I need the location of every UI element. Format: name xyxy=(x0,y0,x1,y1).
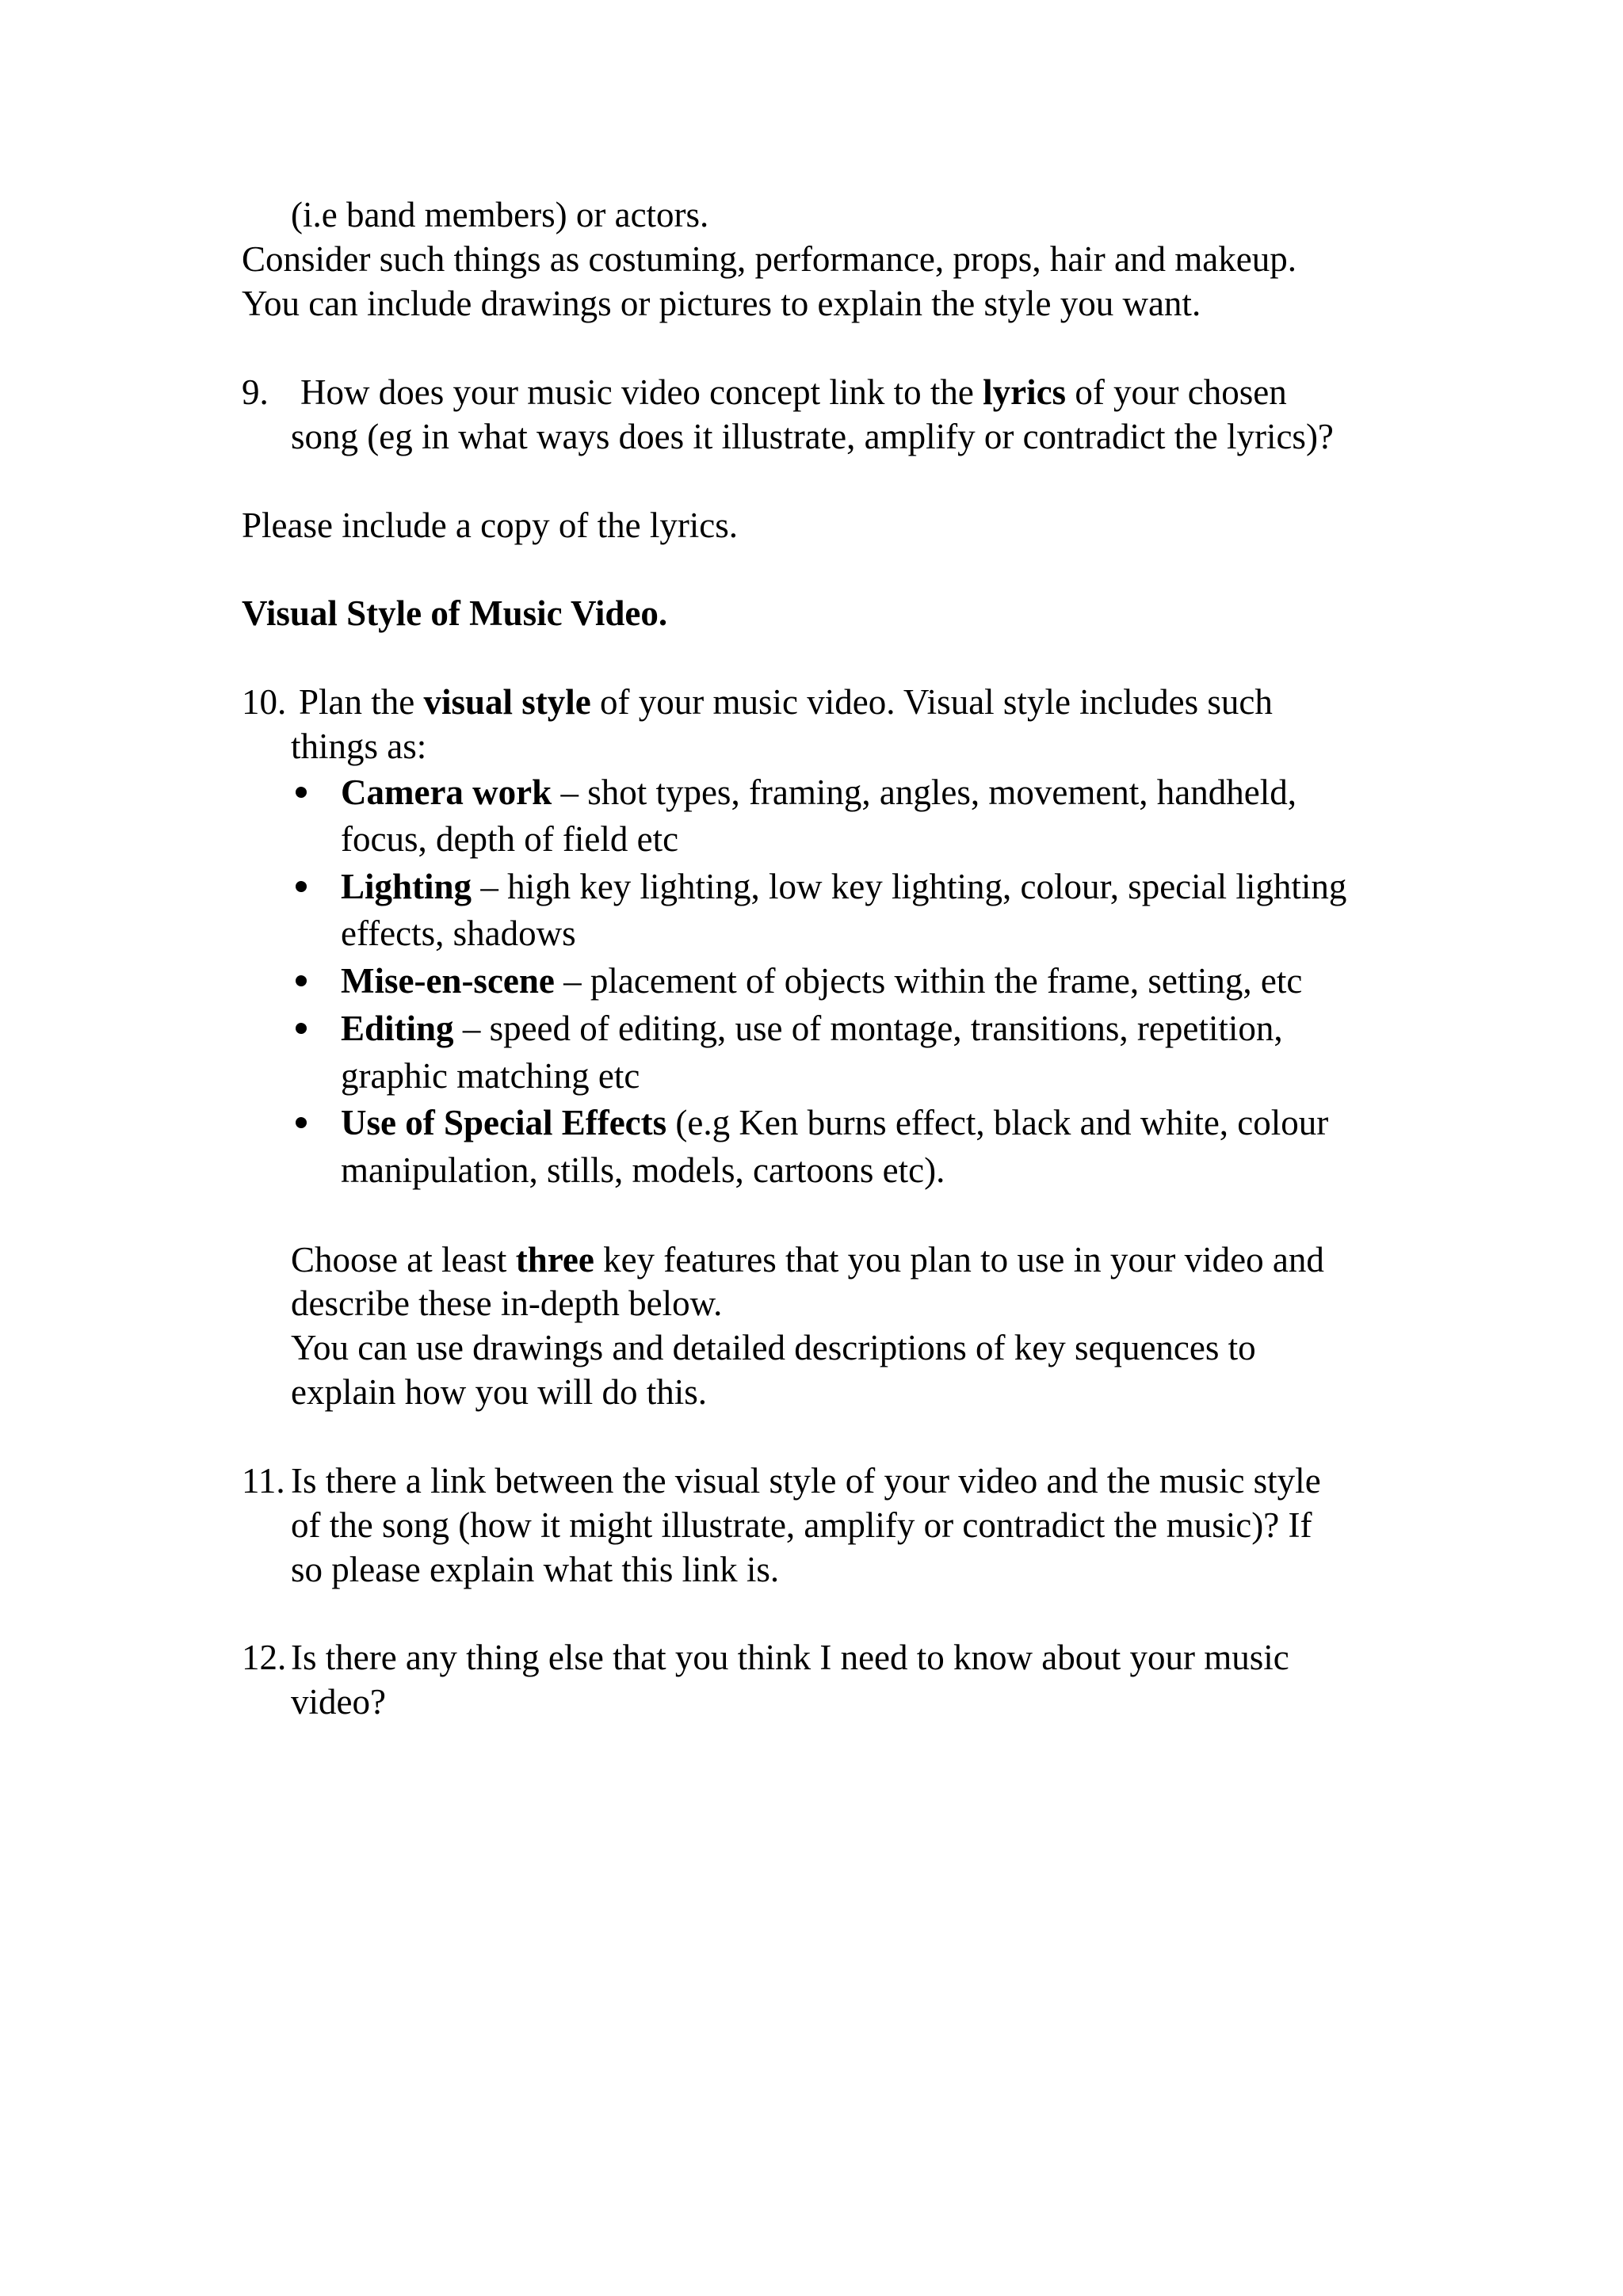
bullet-lighting-text: – high key lighting, low key lighting, colour, special lighting xyxy=(472,867,1347,906)
q11-line-1: Is there a link between the visual style of your video and the music style xyxy=(291,1461,1321,1501)
bullet-mise-en-scene xyxy=(341,959,1302,1003)
q10-choose-text-b: key features that you plan to use in your video and xyxy=(594,1240,1324,1280)
bullet-mise-en-scene-label: Mise-en-scene xyxy=(341,961,555,1001)
q12-number: 12. xyxy=(242,1638,287,1677)
bullet-mise-en-scene-text: – placement of objects within the frame, setting, etc xyxy=(554,961,1303,1001)
q9-text-b: of your chosen xyxy=(1066,372,1287,412)
q10-number: 10. xyxy=(242,682,287,722)
bullet-camera-work xyxy=(341,770,1296,814)
q12-line-2: video? xyxy=(291,1682,386,1722)
bullet-camera-work-cont: focus, depth of field etc xyxy=(341,819,679,859)
q10-choose-bold-three: three xyxy=(515,1240,594,1280)
q10-use-line-2: explain how you will do this. xyxy=(291,1372,707,1412)
q10-use-line-1: You can use drawings and detailed descriptions of key sequences to xyxy=(291,1328,1256,1367)
q10-line-2: things as: xyxy=(291,727,427,766)
bullet-lighting-label: Lighting xyxy=(341,867,472,906)
bullet-icon xyxy=(296,787,307,798)
q10-bold-visual-style: visual style xyxy=(423,682,591,722)
q10-text-b: of your music video. Visual style includes such xyxy=(590,682,1273,722)
intro-line-1: (i.e band members) or actors. xyxy=(291,195,709,235)
bullet-lighting-cont: effects, shadows xyxy=(341,913,576,953)
bullet-editing-label: Editing xyxy=(341,1009,454,1048)
bullet-special-effects-cont: manipulation, stills, models, cartoons etc). xyxy=(341,1150,945,1190)
intro-line-3: You can include drawings or pictures to explain the style you want. xyxy=(242,284,1201,323)
bullet-icon xyxy=(296,1023,307,1034)
q10-text-a: Plan the xyxy=(299,682,424,722)
bullet-icon xyxy=(296,1117,307,1128)
bullet-lighting xyxy=(341,864,1346,909)
q10-choose-line-2: describe these in-depth below. xyxy=(291,1283,723,1323)
q10-line-1 xyxy=(299,680,1273,724)
bullet-editing xyxy=(341,1006,1283,1051)
q10-choose-text-a: Choose at least xyxy=(291,1240,516,1280)
bullet-special-effects xyxy=(341,1100,1328,1145)
q11-line-3: so please explain what this link is. xyxy=(291,1550,780,1589)
q9-number: 9. xyxy=(242,372,269,412)
q11-line-2: of the song (how it might illustrate, amplify or contradict the music)? If xyxy=(291,1505,1312,1545)
q12-line-1: Is there any thing else that you think I need to know about your music xyxy=(291,1638,1289,1677)
bullet-editing-text: – speed of editing, use of montage, transitions, repetition, xyxy=(453,1009,1283,1048)
q9-bold-lyrics: lyrics xyxy=(983,372,1067,412)
section-heading-visual-style: Visual Style of Music Video. xyxy=(242,593,668,633)
bullet-icon xyxy=(296,975,307,986)
intro-line-2: Consider such things as costuming, performance, props, hair and makeup. xyxy=(242,239,1296,279)
lyrics-note: Please include a copy of the lyrics. xyxy=(242,505,739,545)
bullet-editing-cont: graphic matching etc xyxy=(341,1056,640,1096)
q9-line-1 xyxy=(300,370,1287,414)
bullet-icon xyxy=(296,881,307,892)
bullet-camera-work-text: – shot types, framing, angles, movement, handheld, xyxy=(552,772,1297,812)
q11-number: 11. xyxy=(242,1461,285,1501)
q9-line-2: song (eg in what ways does it illustrate, amplify or contradict the lyrics)? xyxy=(291,417,1334,456)
bullet-camera-work-label: Camera work xyxy=(341,772,552,812)
q10-choose-line-1 xyxy=(291,1238,1324,1282)
q9-text-a: How does your music video concept link to the xyxy=(300,372,983,412)
bullet-special-effects-label: Use of Special Effects xyxy=(341,1103,667,1142)
bullet-special-effects-text: (e.g Ken burns effect, black and white, colour xyxy=(666,1103,1329,1142)
